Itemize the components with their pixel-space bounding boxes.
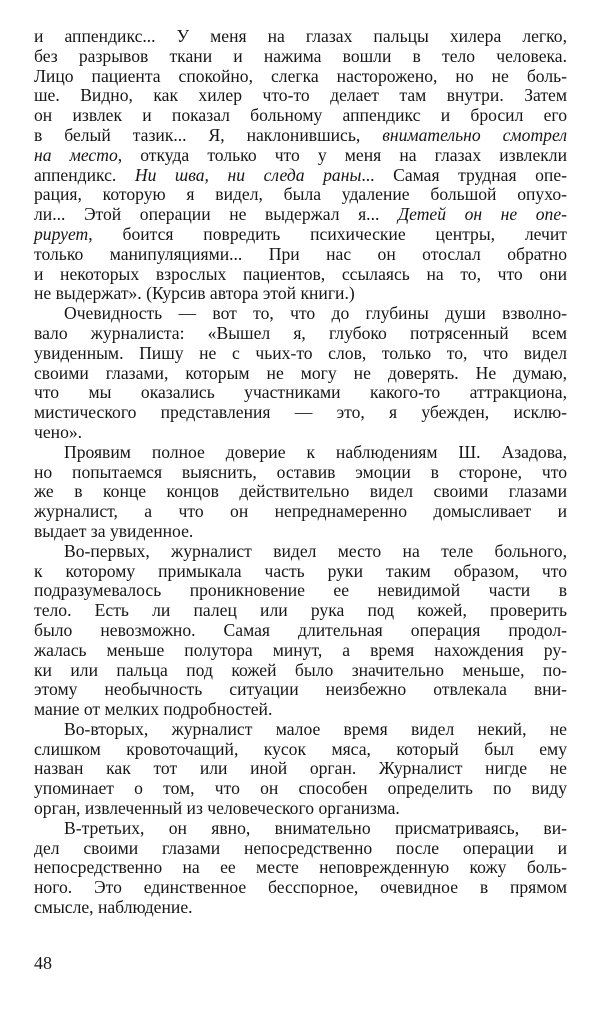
text-line (34, 344, 567, 364)
text-line (34, 423, 567, 443)
text-line (34, 265, 567, 285)
text-run: что мы оказались участниками какого-то аттракциона, (34, 382, 567, 403)
text-run: рация, которую я видел, была удаление большой опухо- (34, 184, 567, 205)
text-line (34, 522, 567, 542)
text-run: Лицо пациента спокойно, слегка настороженo, но не боль- (34, 65, 567, 86)
text-line (34, 383, 567, 403)
text-run: и некоторых взрослых пациентов, ссылаясь на то, что они (34, 263, 567, 284)
text-line (34, 106, 567, 126)
text-line (34, 839, 567, 859)
text-line (34, 858, 567, 878)
text-run: только манипуляциями... При нас он отослал обратно (34, 243, 567, 264)
text-line (34, 819, 567, 839)
text-run: подразумевалось проникновение ее невидимой части в (34, 580, 567, 601)
text-run: ... Самая трудная опе- (361, 164, 567, 185)
text-run: мистического представления — это, я убежден, исклю- (34, 402, 567, 423)
text-line (34, 621, 567, 641)
text-run: мание от мелких подробностей. (34, 699, 273, 720)
paragraph (34, 27, 567, 304)
text-line (34, 502, 567, 522)
text-run: без разрывов ткани и нажима вошли в тело человека. (34, 45, 567, 66)
text-run: ше. Видно, как хилер что-то делает там внутри. Затем (34, 85, 567, 106)
paragraph (34, 443, 567, 542)
text-run: Во-первых, журналист видел место на теле больного, (64, 540, 567, 561)
text-line (34, 799, 567, 819)
text-run: но попытаемся выяснить, оставив эмоции в стороне, что (34, 461, 567, 482)
text-run: увиденным. Пишу не с чьих-то слов, только то, что видел (34, 342, 567, 363)
text-line (34, 463, 567, 483)
text-run: слишком кровоточащий, кусок мяса, который был ему (34, 738, 567, 759)
text-run: и аппендикс... У меня на глазах пальцы хилера легко, (34, 26, 567, 46)
text-line (34, 304, 567, 324)
text-line (34, 740, 567, 760)
text-run: он извлек и показал больному аппендикс и бросил его (34, 105, 567, 126)
text-run: дел своими глазами непосредственно после операции и (34, 837, 567, 858)
text-run: было невозможно. Самая длительная операция продол- (34, 619, 567, 640)
text-line (34, 700, 567, 720)
text-run: В-третьих, он явно, внимательно присматриваясь, ви- (64, 817, 567, 838)
text-run: смысле, наблюдение. (34, 897, 193, 918)
paragraph (34, 304, 567, 443)
italic-text: рирует (34, 223, 89, 244)
paragraph (34, 819, 567, 918)
page-number: 48 (34, 953, 52, 973)
text-run: , боится повредить психические центры, лечит (88, 223, 567, 244)
text-run: ли... Этой операции не выдержал я... (34, 204, 398, 225)
text-line (34, 482, 567, 502)
text-run: жалась меньше полутора минут, а время нахождения ру- (34, 639, 567, 660)
text-line (34, 779, 567, 799)
text-run: ного. Это единственное бесспорное, очевидное в прямом (34, 877, 567, 898)
text-run: назван как тот или иной орган. Журналист нигде не (34, 758, 567, 779)
text-line (34, 403, 567, 423)
text-line (34, 878, 567, 898)
text-run: , откуда только что у меня на глазах извлекли (117, 144, 567, 165)
text-line (34, 581, 567, 601)
text-run: аппендикс. (34, 164, 135, 185)
paragraph (34, 542, 567, 720)
text-run: вало журналиста: «Вышел я, глубоко потрясенный всем (34, 322, 567, 343)
text-run: Проявим полное доверие к наблюдениям Ш. Азадова, (64, 441, 567, 462)
text-line (34, 641, 567, 661)
text-line (34, 47, 567, 67)
text-line (34, 898, 567, 918)
text-line (34, 443, 567, 463)
italic-text: Детей он не опе- (397, 204, 567, 225)
text-run: журналист, а что он непреднамеренно домысливает и (34, 501, 567, 522)
paragraph (34, 720, 567, 819)
text-run: не выдержат». (Курсив автора этой книги.) (34, 283, 355, 304)
text-run: тело. Есть ли палец или рука под кожей, проверить (34, 600, 567, 621)
text-line (34, 759, 567, 779)
text-run: непосредственно на ее месте неповрежденную кожу боль- (34, 857, 567, 878)
italic-text: внимательно смотрел (382, 124, 567, 145)
text-line (34, 126, 567, 146)
text-run: этому необычность ситуации неизбежно отвлекала вни- (34, 679, 567, 700)
text-run: чено». (34, 421, 83, 442)
text-line (34, 364, 567, 384)
text-run: же в конце концов действительно видел своими глазами (34, 481, 567, 502)
text-line (34, 680, 567, 700)
text-run: Во-вторых, журналист малое время видел некий, не (64, 718, 567, 739)
text-run: своими глазами, которым не могу не доверять. Не думаю, (34, 362, 567, 383)
text-line (34, 284, 567, 304)
text-line (34, 27, 567, 47)
text-run: к которому примыкала часть руки таким образом, что (34, 560, 567, 581)
text-line (34, 324, 567, 344)
text-run: орган, извлеченный из человеческого организма. (34, 798, 400, 819)
text-line (34, 205, 567, 225)
page-body (34, 27, 567, 918)
text-line (34, 67, 567, 87)
text-line (34, 601, 567, 621)
text-line (34, 86, 567, 106)
text-line (34, 146, 567, 166)
text-run: Очевидность — вот то, что до глубины души взволно- (64, 303, 567, 324)
text-line (34, 542, 567, 562)
italic-text: Ни шва, ни следа раны (134, 164, 362, 185)
italic-text: на место (34, 144, 118, 165)
text-run: выдает за увиденное. (34, 520, 194, 541)
text-line (34, 661, 567, 681)
text-line (34, 225, 567, 245)
text-run: ки или пальца под кожей было значительно меньше, по- (34, 659, 567, 680)
text-run: в белый тазик... Я, наклонившись, (34, 124, 383, 145)
text-line (34, 720, 567, 740)
text-line (34, 562, 567, 582)
text-line (34, 166, 567, 186)
text-line (34, 185, 567, 205)
text-line (34, 245, 567, 265)
text-run: упоминает о том, что он способен определить по виду (34, 778, 567, 799)
